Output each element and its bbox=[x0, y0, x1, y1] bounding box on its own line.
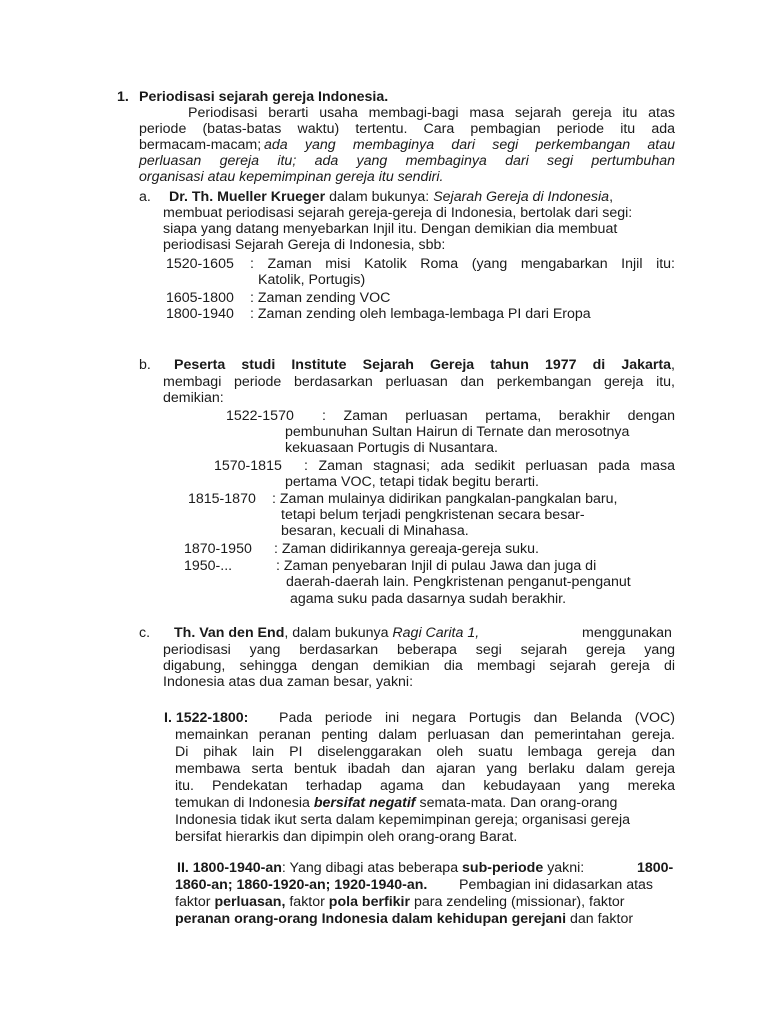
section-c-line-1: periodisasi yang berdasarkan beberapa segi sejarah gereja yang bbox=[163, 642, 675, 658]
period-b3-line-2: tetapi belum terjadi pengkristenan secara besar- bbox=[281, 507, 585, 523]
period-a1-years: 1520-1605 bbox=[166, 256, 234, 272]
factor-pola-berfikir: pola berfikir bbox=[328, 894, 411, 910]
period-b3-line-1: : Zaman mulainya didirikan pangkalan-pangkalan baru, bbox=[272, 491, 618, 507]
section-a-text: dalam bukunya: bbox=[329, 189, 430, 205]
section-b-line-1: membagi periode berdasarkan perluasan dan perkembangan gereja itu, bbox=[163, 374, 675, 390]
author-krueger: Dr. Th. Mueller Krueger bbox=[169, 189, 326, 205]
section-a-line-3: periodisasi Sejarah Gereja di Indonesia, sbb: bbox=[163, 237, 446, 253]
era-2-line-3: faktor perluasan, faktor pola berfikir para zendeling (missionar), faktor bbox=[175, 894, 625, 910]
period-a3-years: 1800-1940 bbox=[166, 306, 234, 322]
period-a1-text: : Zaman misi Katolik Roma (yang mengabarkan Injil itu: bbox=[250, 256, 675, 272]
period-a2-text: : Zaman zending VOC bbox=[250, 290, 391, 306]
era-1-line-4: itu. Pendekatan terhadap agama dan kebudayaan yang mereka bbox=[175, 778, 675, 794]
factor-peranan: peranan orang-orang Indonesia dalam kehidupan gerejani bbox=[175, 911, 567, 927]
period-b4-years: 1870-1950 bbox=[184, 541, 252, 557]
section-b-line-2: demikian: bbox=[163, 390, 224, 406]
period-b1-years: 1522-1570 bbox=[226, 408, 294, 424]
era-2-year-start: 1800- bbox=[637, 860, 674, 876]
era-1-line-2: Di pihak lain PI diselenggarakan oleh suatu lembaga gereja dan bbox=[175, 744, 675, 760]
intro-line-4: perluasan gereja itu; ada yang membaginya dari segi pertumbuhan bbox=[139, 153, 675, 169]
era-2-line-2 bbox=[175, 877, 427, 893]
era-1-line-5: temukan di Indonesia bersifat negatif semata-mata. Dan orang-orang bbox=[175, 795, 618, 811]
period-b5-line-3: agama suku pada dasarnya sudah berakhir. bbox=[290, 591, 567, 607]
period-a2-years: 1605-1800 bbox=[166, 290, 234, 306]
book-title-a: Sejarah Gereja di Indonesia bbox=[433, 189, 610, 205]
period-b2-years: 1570-1815 bbox=[214, 458, 282, 474]
section-b-marker: b. bbox=[139, 357, 151, 373]
section-c-line-2: digabung, sehingga dengan demikian dia membagi sejarah gereja di bbox=[163, 658, 675, 674]
era-1-line-7: bersifat hierarkis dan dipimpin oleh orang-orang Barat. bbox=[175, 829, 518, 845]
era-1-line-1: memainkan peranan penting dalam perluasan dan pemerintahan gereja. bbox=[175, 727, 675, 743]
section-c-heading bbox=[174, 625, 479, 641]
period-a3-text: : Zaman zending oleh lembaga-lembaga PI dari Eropa bbox=[250, 306, 591, 322]
sub-periode: sub-periode bbox=[462, 860, 544, 876]
section-a-line-1: membuat periodisasi sejarah gereja-gereja di Indonesia, bertolak dari segi: bbox=[163, 205, 633, 221]
period-b5-line-1: : Zaman penyebaran Injil di pulau Jawa dan juga di bbox=[276, 558, 597, 574]
era-1-line-6: Indonesia tidak ikut serta dalam kepemimpinan gereja; organisasi gereja bbox=[175, 812, 631, 828]
period-b5-line-2: daerah-daerah lain. Pengkristenan penganut-penganut bbox=[286, 574, 631, 590]
period-b3-line-3: besaran, kecuali di Minahasa. bbox=[281, 523, 469, 539]
era-1-first: Pada periode ini negara Portugis dan Belanda (VOC) bbox=[279, 710, 675, 726]
section-b-title: Peserta studi Institute Sejarah Gereja tahun 1977 di Jakarta, bbox=[174, 357, 675, 373]
section-a-heading: Dr. Th. Mueller Krueger dalam bukunya: Sejarah Gereja di Indonesia, bbox=[169, 189, 614, 205]
intro-line-3b: ada yang membaginya dari segi perkembangan atau bbox=[264, 137, 675, 153]
intro-line-2: periode (batas-batas waktu) tertentu. Cara pembagian periode itu ada bbox=[139, 121, 675, 137]
period-b5-years: 1950-... bbox=[184, 558, 233, 574]
era-2-line-1: II. 1800-1940-an: Yang dibagi atas beberapa sub-periode yakni: bbox=[177, 860, 585, 876]
era-1-line-3: membawa serta bentuk ibadah dan ajaran yang berlaku dalam gereja bbox=[175, 761, 675, 777]
sub-periods-list: 1860-an; 1860-1920-an; 1920-1940-an. bbox=[175, 877, 428, 893]
period-a1-text2: Katolik, Portugis) bbox=[258, 272, 366, 288]
era-2-line-2b: Pembagian ini didasarkan atas bbox=[459, 877, 654, 893]
era-2-label: II. 1800-1940-an bbox=[177, 860, 282, 876]
page-title: Periodisasi sejarah gereja Indonesia. bbox=[139, 89, 389, 105]
period-b3-years: 1815-1870 bbox=[188, 491, 256, 507]
era-1-label: I. 1522-1800: bbox=[164, 710, 249, 726]
section-c-line-3: Indonesia atas dua zaman besar, yakni: bbox=[163, 674, 414, 690]
period-b1-line-2: pembunuhan Sultan Hairun di Ternate dan merosotnya bbox=[285, 424, 630, 440]
section-a-marker: a. bbox=[139, 189, 151, 205]
section-c-text-end: menggunakan bbox=[582, 625, 672, 641]
section-a-line-2: siapa yang datang menyebarkan Injil itu. Dengan demikian dia membuat bbox=[163, 221, 618, 237]
intro-line-3a: bermacam-macam; bbox=[139, 137, 262, 153]
book-title-c: Ragi Carita 1, bbox=[392, 625, 480, 641]
author-van-den-end: Th. Van den End bbox=[174, 625, 285, 641]
period-b2-line-2: pertama VOC, tetapi tidak begitu berarti. bbox=[285, 474, 539, 490]
intro-line-5: organisasi atau kepemimpinan gereja itu sendiri. bbox=[139, 169, 444, 185]
section-c-text: , dalam bukunya bbox=[284, 625, 389, 641]
period-b1-line-3: kekuasaan Portugis di Nusantara. bbox=[285, 440, 498, 456]
era-2-line-4: peranan orang-orang Indonesia dalam kehidupan gerejani dan faktor bbox=[175, 911, 634, 927]
period-b2-line-1: : Zaman stagnasi; ada sedikit perluasan pada masa bbox=[304, 458, 675, 474]
negative-approach: bersifat negatif bbox=[313, 795, 416, 811]
heading-number: 1. bbox=[117, 89, 129, 105]
factor-perluasan: perluasan, bbox=[214, 894, 286, 910]
section-c-marker: c. bbox=[139, 625, 151, 641]
period-b4-line-1: : Zaman didirikannya gereaja-gereja suku. bbox=[274, 541, 539, 557]
period-b1-line-1: : Zaman perluasan pertama, berakhir dengan bbox=[322, 408, 675, 424]
intro-line-1: Periodisasi berarti usaha membagi-bagi masa sejarah gereja itu atas bbox=[188, 105, 675, 121]
